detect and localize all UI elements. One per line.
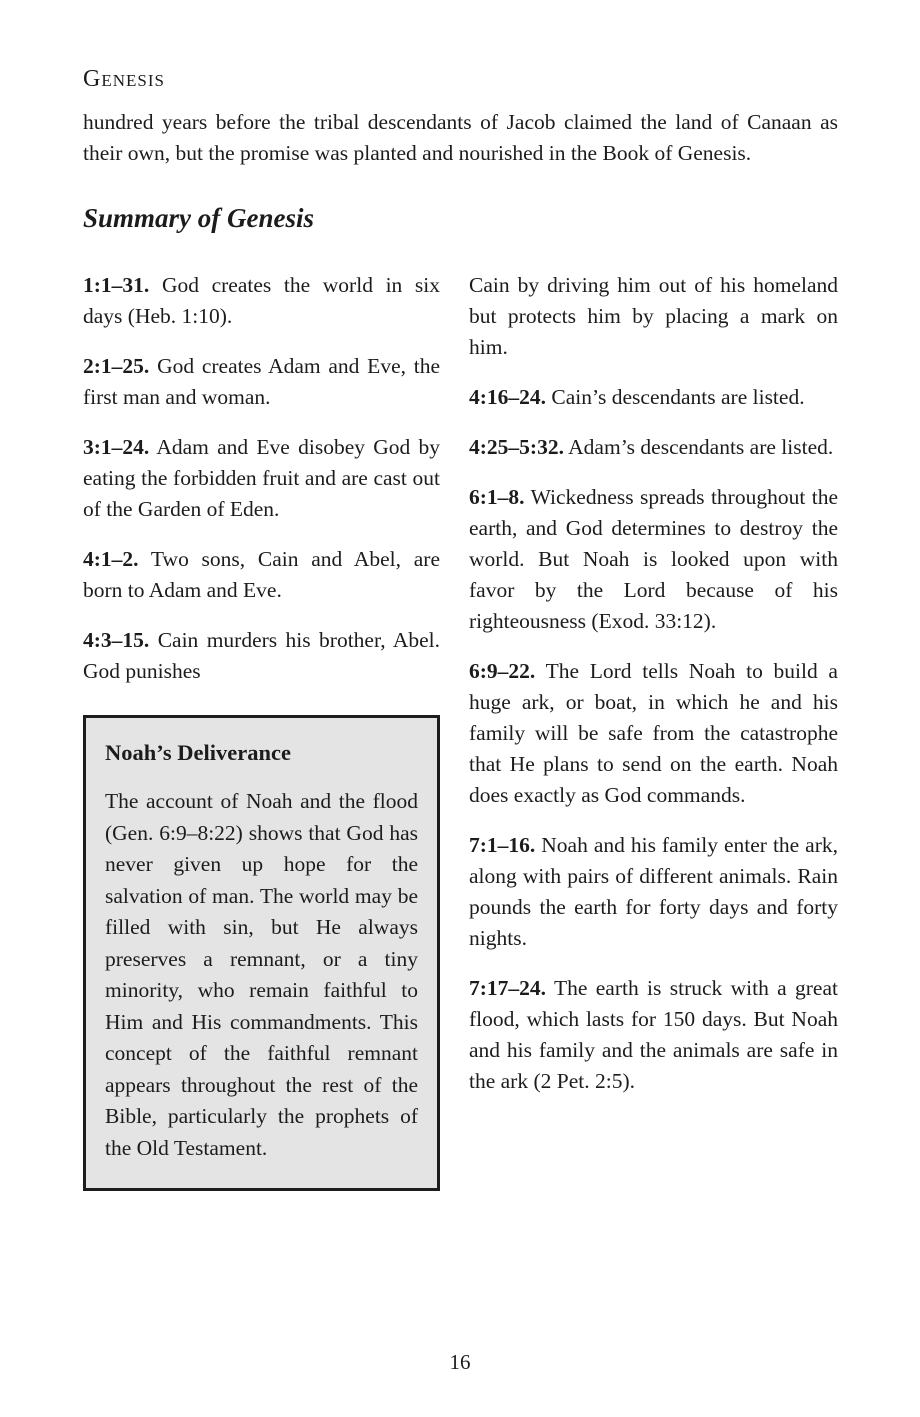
verse-text: The Lord tells Noah to build a huge ark, or boat, in which he and his family will be safe from the catastrophe that He plans to send on the earth. Noah does exactly as God commands.: [469, 659, 838, 807]
verse-entry: [469, 830, 838, 954]
verse-text: Adam and Eve disobey God by eating the forbidden fruit and are cast out of the Garden of Eden.: [83, 435, 440, 521]
verse-entry: [469, 432, 838, 463]
verse-ref: 4:25–5:32.: [469, 435, 564, 459]
verse-text: God creates Adam and Eve, the first man and woman.: [83, 354, 441, 409]
verse-entry: [469, 973, 838, 1097]
verse-ref: 2:1–25.: [83, 354, 150, 378]
running-header: Genesis: [83, 66, 165, 92]
verse-ref: 4:16–24.: [469, 385, 547, 409]
section-heading: Summary of Genesis: [83, 203, 315, 233]
verse-ref: 7:1–16.: [469, 833, 536, 857]
verse-ref: 4:1–2.: [83, 547, 139, 571]
verse-text: Adam’s descendants are listed.: [568, 435, 834, 459]
continuation-paragraph: Cain by driving him out of his homeland but protects him by placing a mark on him.: [469, 273, 838, 359]
verse-entry: [469, 656, 838, 811]
verse-entry: [469, 482, 838, 637]
verse-text: Noah and his family enter the ark, along with pairs of different animals. Rain pounds the earth for forty days and forty nights.: [469, 833, 839, 950]
verse-entry: [83, 270, 440, 332]
two-column-layout: [83, 270, 838, 1191]
verse-ref: 6:1–8.: [469, 485, 525, 509]
intro-paragraph: hundred years before the tribal descendants of Jacob claimed the land of Canaan as their own, but the promise was planted and nourished in the Book of Genesis.: [83, 110, 838, 165]
verse-entry: [83, 544, 440, 606]
sidebar-body: The account of Noah and the flood (Gen. 6:9–8:22) shows that God has never given up hope for the salvation of man. The world may be filled with sin, but He always preserves a remnant, or a tiny minority, who remain faithful to Him and His commandments. This concept of the faithful remnant appears throughout the rest of the Bible, particularly the prophets of the Old Testament.: [105, 789, 418, 1160]
verse-ref: 4:3–15.: [83, 628, 150, 652]
verse-ref: 7:17–24.: [469, 976, 547, 1000]
verse-entry: [83, 351, 440, 413]
verse-text: The earth is struck with a great flood, which lasts for 150 days. But Noah and his family and the animals are safe in the ark (2 Pet. 2:5).: [469, 976, 838, 1093]
left-column: [83, 270, 440, 1191]
verse-ref: 3:1–24.: [83, 435, 150, 459]
verse-text: God creates the world in six days (Heb. 1:10).: [83, 273, 441, 328]
page-number: 16: [449, 1350, 471, 1374]
verse-text: Wickedness spreads throughout the earth, and God determines to destroy the world. But Noah is looked upon with favor by the Lord because of his righteousness (Exod. 33:12).: [469, 485, 838, 633]
sidebar-title: Noah’s Deliverance: [105, 740, 291, 765]
right-column: [469, 270, 838, 1191]
verse-ref: 6:9–22.: [469, 659, 536, 683]
verse-text: Two sons, Cain and Abel, are born to Adam and Eve.: [83, 547, 440, 602]
verse-ref: 1:1–31.: [83, 273, 150, 297]
verse-entry: [83, 625, 440, 687]
verse-entry: [469, 382, 838, 413]
verse-text: Cain murders his brother, Abel. God punishes: [83, 628, 441, 683]
verse-entry: [83, 432, 440, 525]
verse-text: Cain’s descendants are listed.: [551, 385, 805, 409]
sidebar-box: [83, 715, 440, 1191]
